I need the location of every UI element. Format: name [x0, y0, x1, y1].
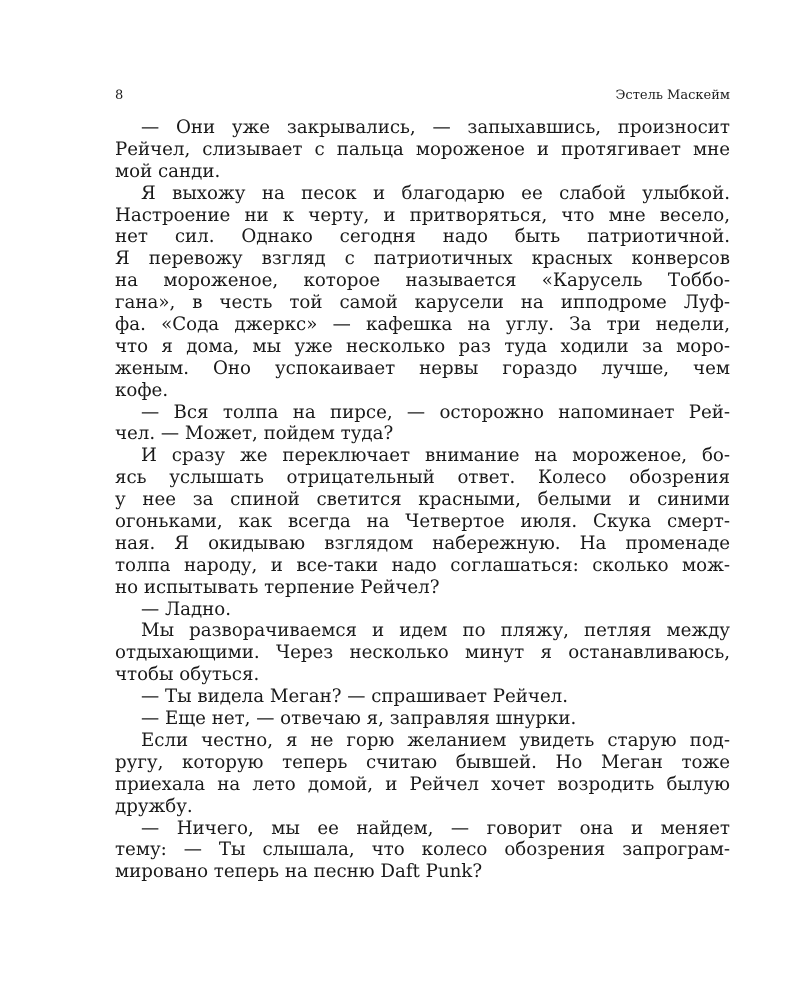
text-line: Рейчел, слизывает с пальца мороженое и протягивает мне — [115, 138, 730, 160]
text-line: — Ладно. — [141, 598, 232, 620]
text-line: И сразу же переключает внимание на мороженое, бо- — [141, 445, 730, 467]
text-line: приехала на лето домой, и Рейчел хочет возродить былую — [115, 773, 730, 795]
body-text — [115, 117, 730, 883]
text-line: чтобы обуться. — [115, 664, 260, 686]
text-line: фа. «Сода джеркс» — кафешка на углу. За три недели, — [115, 314, 730, 336]
text-line: тему: — Ты слышала, что колесо обозрения запрограм- — [115, 839, 730, 861]
text-line: Я выхожу на песок и благодарю ее слабой улыбкой. — [141, 182, 730, 204]
text-line: отдыхающими. Через несколько минут я останавливаюсь, — [115, 642, 730, 664]
text-line: кофе. — [115, 379, 169, 401]
text-line: дружбу. — [115, 795, 193, 817]
text-line: Настроение ни к черту, и притворяться, что мне весело, — [115, 204, 730, 226]
text-line: — Еще нет, — отвечаю я, заправляя шнурки. — [141, 708, 577, 730]
running-head-author: Эстель Маскейм — [615, 88, 730, 103]
text-line: ругу, которую теперь считаю бывшей. Но Меган тоже — [115, 751, 730, 773]
text-line: огоньками, как всегда на Четвертое июля. Скука смерт- — [115, 511, 730, 533]
text-line: — Они уже закрывались, — запыхавшись, произносит — [141, 117, 730, 138]
text-line: но испытывать терпение Рейчел? — [115, 576, 440, 598]
text-line: гана», в честь той самой карусели на ипподроме Луф- — [115, 292, 730, 314]
text-line: нет сил. Однако сегодня надо быть патриотичной. — [115, 226, 730, 248]
running-head — [115, 88, 730, 110]
text-line: ясь услышать отрицательный ответ. Колесо обозрения — [115, 467, 730, 489]
text-line: мировано теперь на песню Daft Punk? — [115, 861, 483, 883]
text-line: что я дома, мы уже несколько раз туда ходили за моро- — [115, 335, 730, 357]
text-line: Я перевожу взгляд с патриотичных красных конверсов — [115, 248, 730, 270]
text-line: у нее за спиной светится красными, белыми и синими — [115, 489, 730, 511]
text-line: — Вся толпа на пирсе, — осторожно напоминает Рей- — [141, 401, 730, 423]
text-line: Мы разворачиваемся и идем по пляжу, петляя между — [141, 620, 730, 642]
text-line: — Ничего, мы ее найдем, — говорит она и меняет — [141, 817, 730, 839]
text-line: чел. — Может, пойдем туда? — [115, 423, 394, 445]
text-line: на мороженое, которое называется «Карусель Тоббо- — [115, 270, 730, 292]
text-line: толпа народу, и все-таки надо соглашаться: сколько мож- — [115, 554, 730, 576]
text-line: — Ты видела Меган? — спрашивает Рейчел. — [141, 686, 568, 708]
text-line: ная. Я окидываю взглядом набережную. На променаде — [115, 532, 730, 554]
text-line: женым. Оно успокаивает нервы гораздо лучше, чем — [115, 357, 730, 379]
page-number: 8 — [115, 88, 124, 103]
text-line: Если честно, я не горю желанием увидеть старую под- — [141, 729, 730, 751]
text-line: мой санди. — [115, 160, 221, 182]
